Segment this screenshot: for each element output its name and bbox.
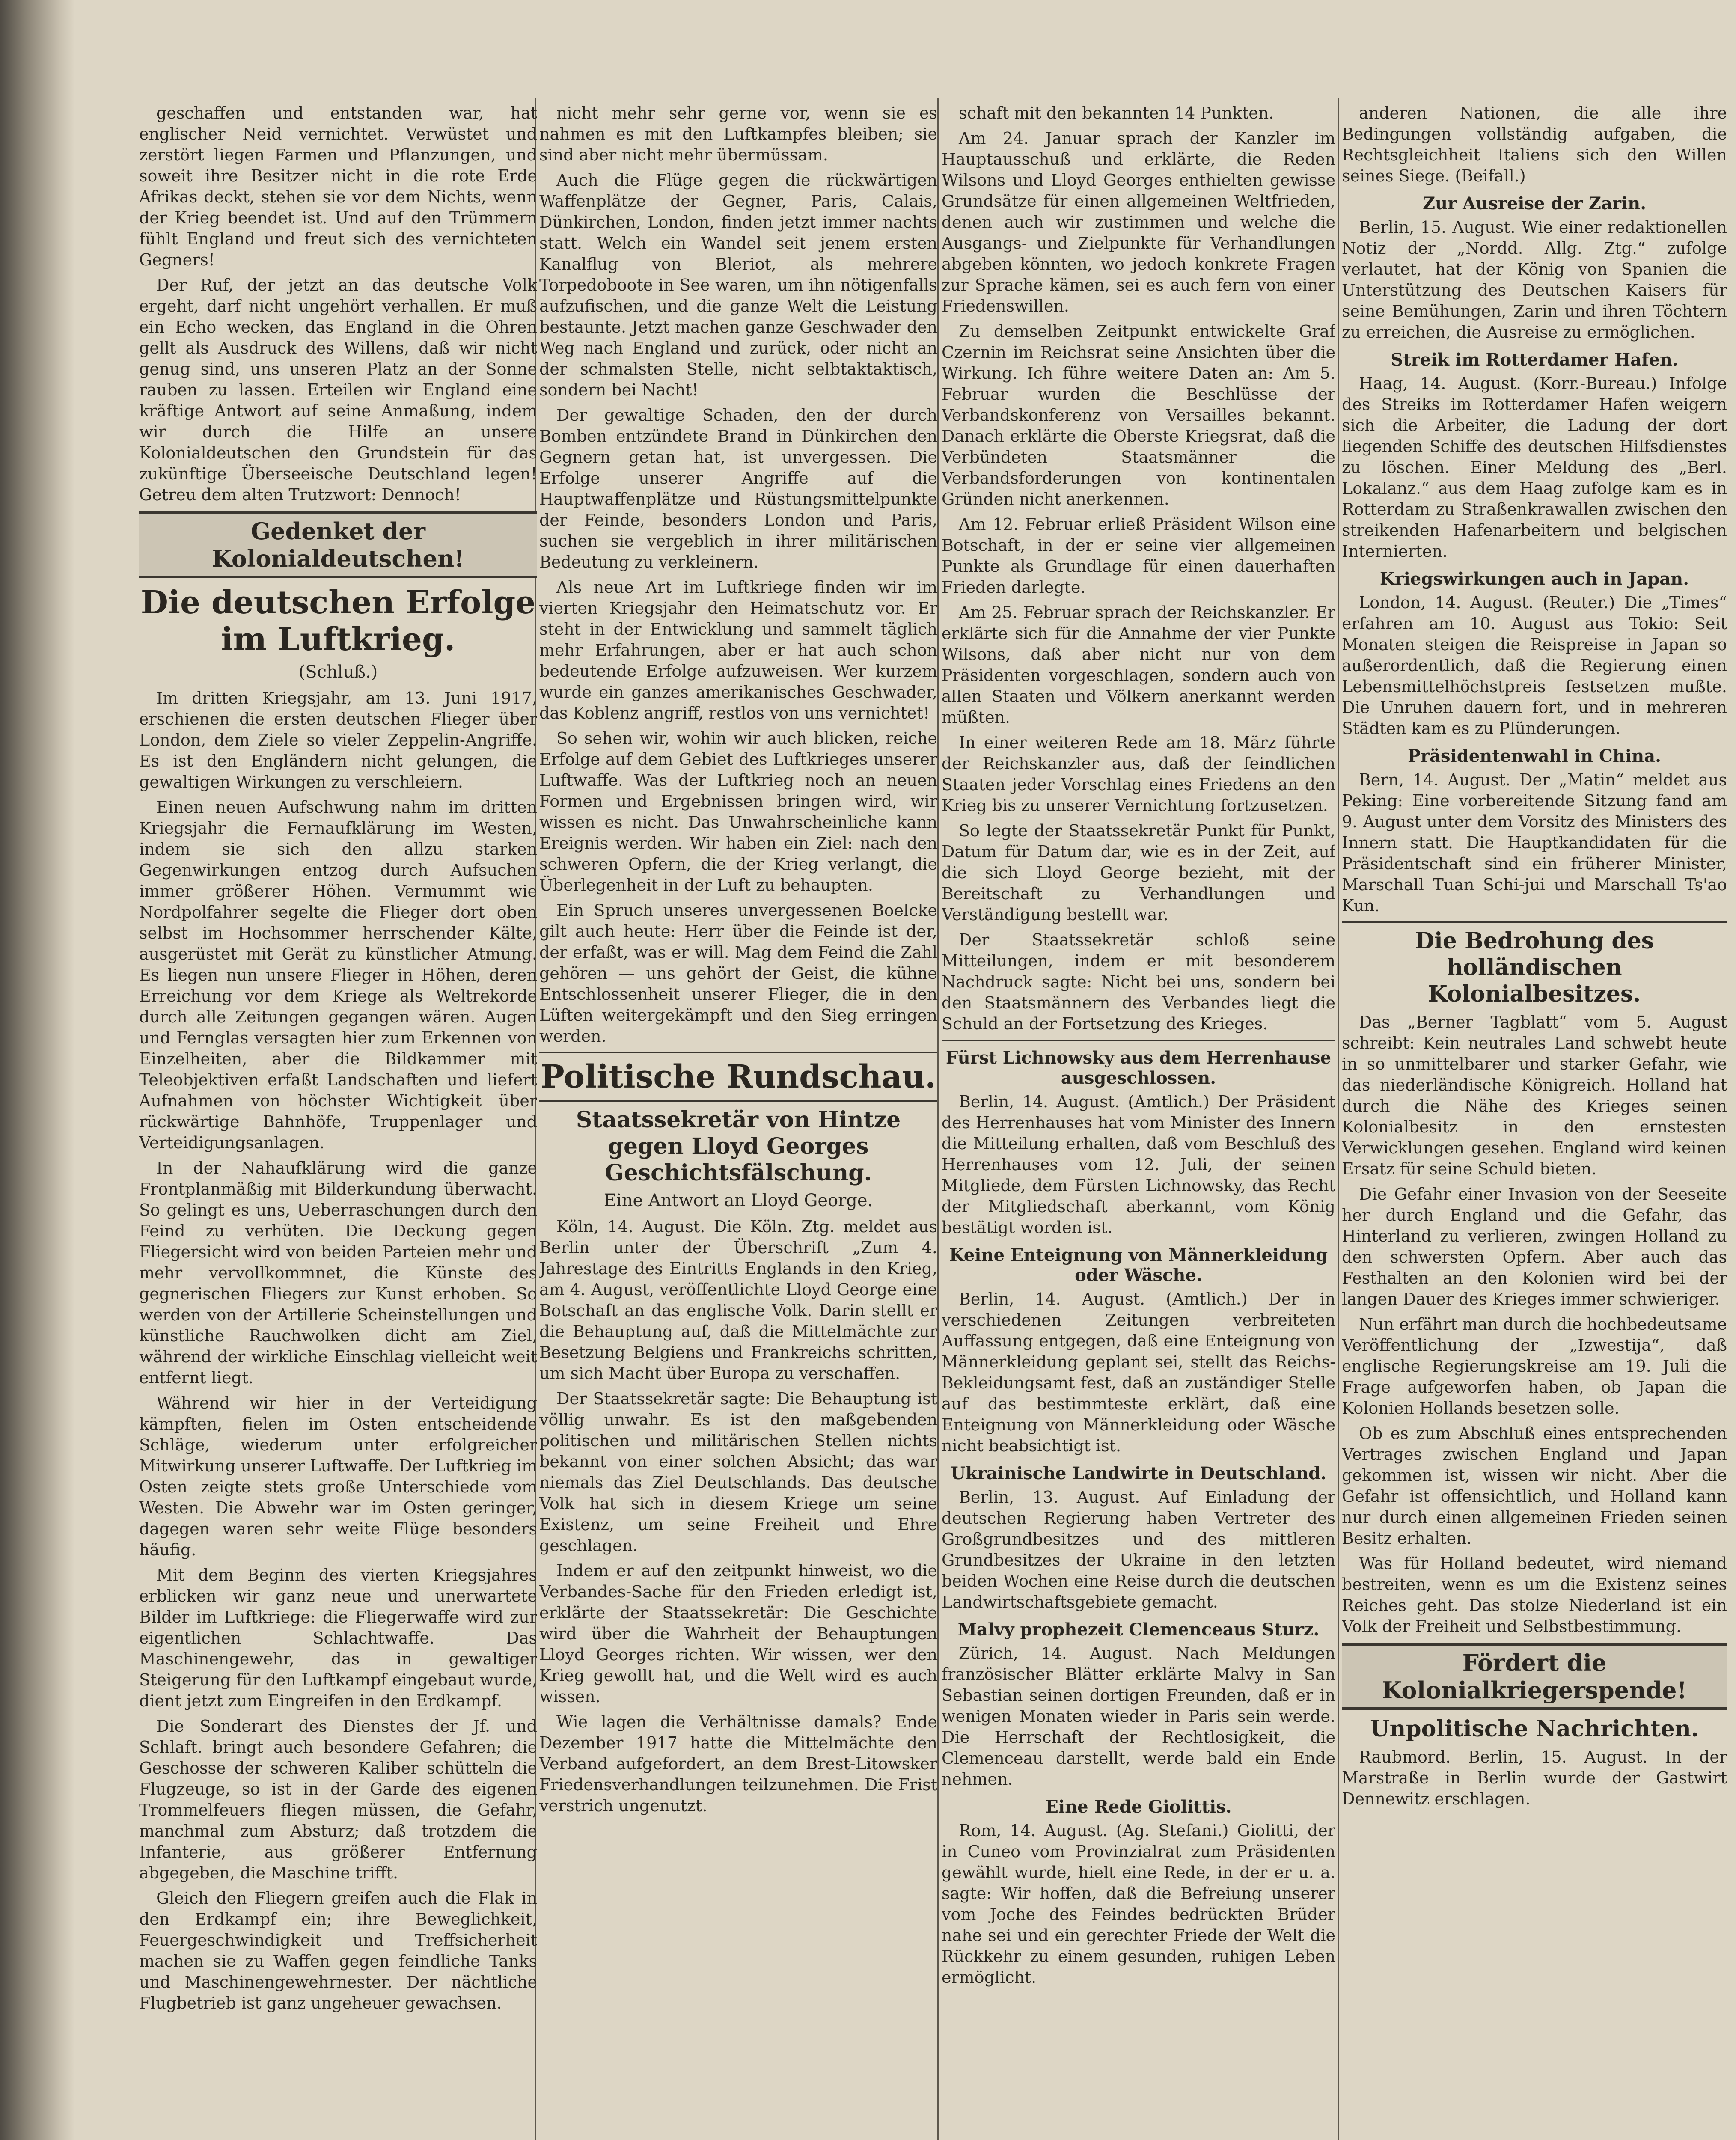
news-headline: Kriegswirkungen auch in Japan. xyxy=(1379,569,1689,589)
column-rule xyxy=(937,98,939,2140)
section-title: Politische Rundschau. xyxy=(541,1058,936,1095)
article-paragraph: Zu demselben Zeitpunkt entwickelte Graf Czernin im Reichsrat seine Ansichten über die Wirkung. Ich führe weitere Daten an: Am 5. Februar wurden die Beschlüsse der Verbandskonferenz von Versailles bekannt. Danach erklärte die Oberste Kriegsrat, daß die Verbündeten Staatsmänner die Verbandsforderungen von kontinentalen Gründen nicht anerkennen. xyxy=(942,322,1335,508)
appeal-banner: Gedenket der Kolonialdeutschen! xyxy=(139,511,537,578)
article-paragraph: Im dritten Kriegsjahr, am 13. Juni 1917, erschienen die ersten deutschen Flieger über London, dem Ziele so vieler Zeppelin-Angriffe. Es ist den Engländern nicht gelungen, die gewaltigen Wirkungen zu verschleiern. xyxy=(139,689,537,791)
article-paragraph: Gleich den Fliegern greifen auch die Flak in den Erdkampf ein; ihre Beweglichkeit, Feuergeschwindigkeit und Treffsicherheit machen sie zu Waffen gegen feindliche Tanks und Maschinengewehrnester. Der nächtliche Flugbetrieb ist ganz ungeheuer gewachsen. xyxy=(139,1889,537,2012)
article-note: (Schluß.) xyxy=(298,662,378,682)
news-headline: Ukrainische Landwirte in Deutschland. xyxy=(951,1463,1326,1483)
article-paragraph: Die Sonderart des Dienstes der Jf. und Schlaft. bringt auch besondere Gefahren; die Geschosse der schweren Kaliber schütteln die Flugzeuge, so ist in der Garde des eigenen Trommelfeuers fliegen müssen, die Gefahr, manchmal zum Absturz; daß trotzdem die Infanterie, aus größerer Entfernung abgegeben, die Maschine trifft. xyxy=(139,1717,537,1882)
article-paragraph: In einer weiteren Rede am 18. März führte der Reichskanzler aus, daß der feindlichen Staaten jeder Vorschlag eines Friedens an den Krieg bis zu unserer Vernichtung fortzusetzen. xyxy=(942,733,1335,815)
article-paragraph: Ob es zum Abschluß eines entsprechenden Vertrages zwischen England und Japan gekommen ist, wissen wir nicht. Aber die Gefahr ist offensichtlich, und Holland kann nur durch einen allgemeinen Frieden seinen Besitz erhalten. xyxy=(1342,1424,1727,1548)
article-paragraph: Ein Spruch unseres unvergessenen Boelcke gilt auch heute: Herr über die Feinde ist der, der erfaßt, was er will. Mag dem Feind die Zahl gehören — uns gehört der Geist, die kühne Entschlossenheit unserer Flieger, die in den Lüften weitergekämpft und den Sieg erringen werden. xyxy=(539,901,937,1046)
article-paragraph: Haag, 14. August. (Korr.-Bureau.) Infolge des Streiks im Rotterdamer Hafen weigern sich die Arbeiter, die Ladung der dort liegenden Schiffe des deutschen Hilfsdienstes zu löschen. Einer Meldung des „Berl. Lokalanz.“ aus dem Haag zufolge kam es in Rotterdam zu Straßenkrawallen zwischen den streikenden Hafenarbeitern und belgischen Internierten. xyxy=(1342,374,1727,561)
article-paragraph: So sehen wir, wohin wir auch blicken, reiche Erfolge auf dem Gebiet des Luftkrieges unserer Luftwaffe. Was der Luftkrieg noch an neuen Formen und Ergebnissen bringen wird, wir wissen es nicht. Das Unwahrscheinliche kann Ereignis werden. Wir haben ein Ziel: nach den schweren Opfern, die der Krieg verlangt, die Überlegenheit in der Luft zu behaupten. xyxy=(539,729,937,895)
article-subline: Eine Antwort an Lloyd George. xyxy=(603,1191,873,1210)
article-paragraph: Einen neuen Aufschwung nahm im dritten Kriegsjahr die Fernaufklärung im Westen, indem sie sich den allzu starken Gegenwirkungen entzog durch Aufsuchen immer größerer Höhen. Vermummt wie Nordpolfahrer segelte die Flieger dort oben selbst im Hochsommer herrschender Kälte, ausgerüstet mit Gerät zu künstlicher Atmung. Es liegen nun unsere Flieger in Höhen, deren Erreichung vor dem Kriege als Weltrekorde durch alle Zeitungen gegangen wären. Augen und Fernglas versagten hier zum Erkennen von Einzelheiten, aber die Bildkammer mit Teleobjektiven erfaßt Landschaften und liefert Aufnahmen von höchster Wichtigkeit über rückwärtige Bahnhöfe, Truppenlager und Verteidigungsanlagen. xyxy=(139,798,537,1152)
article-paragraph: Am 25. Februar sprach der Reichskanzler. Er erklärte sich für die Annahme der vier Punkte Wilsons, daß aber nicht nur von dem Präsidenten vorgeschlagen, sondern auch von allen Staaten und Völkern anerkannt werden müßten. xyxy=(942,603,1335,727)
article-paragraph: nicht mehr sehr gerne vor, wenn sie es nahmen es mit den Luftkampfes bleiben; sie sind aber nicht mehr übermüssam. xyxy=(539,104,937,164)
section-divider xyxy=(942,1040,1335,1041)
column-1 xyxy=(139,103,537,2140)
article-paragraph: Was für Holland bedeutet, wird niemand bestreiten, wenn es um die Existenz seines Reiches geht. Das stolze Niederland ist ein Volk der Freiheit und Selbstbestimmung. xyxy=(1342,1554,1727,1636)
book-spine-shadow xyxy=(0,0,75,2140)
news-headline: Präsidentenwahl in China. xyxy=(1407,746,1662,766)
article-paragraph: Köln, 14. August. Die Köln. Ztg. meldet aus Berlin unter der Überschrift „Zum 4. Jahrestage des Eintritts Englands in den Krieg, am 4. August, veröffentlichte Lloyd George eine Botschaft an das englische Volk. Darin stellt er die Behauptung auf, daß die Mittelmächte zur Besetzung Belgiens und Frankreichs schritten, um sich Macht über Europa zu verschaffen. xyxy=(539,1217,937,1383)
article-paragraph: Berlin, 14. August. (Amtlich.) Der Präsident des Herrenhauses hat vom Minister des Innern die Mitteilung erhalten, daß vom Beschluß des Herrenhauses vom 12. Juli, der seinen Mitgliede, dem Fürsten Lichnowsky, das Recht der Mitgliedschaft aberkannt, vom König bestätigt worden ist. xyxy=(942,1092,1335,1237)
article-paragraph: Der Staatssekretär sagte: Die Behauptung ist völlig unwahr. Es ist den maßgebenden politischen und militärischen Stellen nichts bekannt von einer solchen Absicht; das war niemals das Ziel Deutschlands. Das deutsche Volk hat sich in diesem Kriege um seine Existenz, um seine Freiheit und Ehre geschlagen. xyxy=(539,1389,937,1555)
article-paragraph: Raubmord. Berlin, 15. August. In der Marstraße in Berlin wurde der Gastwirt Dennewitz erschlagen. xyxy=(1342,1748,1727,1808)
news-headline: Zur Ausreise der Zarin. xyxy=(1422,193,1647,214)
news-headline: Eine Rede Giolittis. xyxy=(1045,1797,1232,1817)
news-headline: Malvy prophezeit Clemenceaus Sturz. xyxy=(957,1620,1320,1640)
article-paragraph: Zürich, 14. August. Nach Meldungen französischer Blätter erklärte Malvy in San Sebastian seinen dortigen Freunden, daß er in wenigen Monaten wieder in Paris sein werde. Die Herrschaft der Rechtlosigkeit, die Clemenceau darstellt, werde bald ein Ende nehmen. xyxy=(942,1644,1335,1789)
column-rule xyxy=(1338,98,1339,2140)
column-2 xyxy=(539,103,937,2140)
article-paragraph: Nun erfährt man durch die hochbedeutsame Veröffentlichung der „Izwestija“, daß englische Regierungskreise am 19. Juli die Frage aufgeworfen haben, ob Japan die Kolonien Hollands besetzen solle. xyxy=(1342,1315,1727,1418)
article-paragraph: anderen Nationen, die alle ihre Bedingungen vollständig aufgaben, die Rechtsgleichheit Italiens sich den Willen seines Siege. (Beifall.) xyxy=(1342,104,1727,185)
article-paragraph: Rom, 14. August. (Ag. Stefani.) Giolitti, der in Cuneo vom Provinzialrat zum Präsidenten gewählt wurde, hielt eine Rede, in der er u. a. sagte: Wir hoffen, daß die Befreiung unserer vom Joche des Feindes bedrückten Brüder nahe sei und ein gerechter Friede der Welt die Rückkehr zu einem gesunden, ruhigen Leben ermöglicht. xyxy=(942,1821,1335,1987)
article-paragraph: Die Gefahr einer Invasion von der Seeseite her durch England und die Gefahr, das Hinterland zu verlieren, zwingen Holland zu den schwersten Opfern. Aber auch das Festhalten an den Kolonien wird bei der langen Dauer des Krieges immer schwieriger. xyxy=(1342,1185,1727,1308)
article-title: Die Bedrohung des holländischen Kolonialbesitzes. xyxy=(1415,928,1654,1007)
article-paragraph: Auch die Flüge gegen die rückwärtigen Waffenplätze der Gegner, Paris, Calais, Dünkirchen, London, finden jetzt immer nachts statt. Welch ein Wandel seit jenem ersten Kanalflug von Bleriot, als mehrere Torpedoboote in See waren, um ihn nötigenfalls aufzufischen, und die ganze Welt die Leistung bestaunte. Jetzt machen ganze Geschwader den Weg nach England und zurück, oder nicht an der schmalsten Stelle, nicht selbtaktaktisch, sondern bei Nacht! xyxy=(539,171,937,399)
article-paragraph: schaft mit den bekannten 14 Punkten. xyxy=(959,104,1274,122)
section-divider xyxy=(539,1052,937,1053)
article-paragraph: Mit dem Beginn des vierten Kriegsjahres erblicken wir ganz neue und unerwartete Bilder im Luftkriege: die Fliegerwaffe wird zur eigentlichen Schlachtwaffe. Das Maschinengewehr, das in gewaltiger Steigerung für den Luftkampf eingebaut wurde, dient jetzt zum Eingreifen in den Erdkampf. xyxy=(139,1566,537,1710)
column-3 xyxy=(942,103,1335,2140)
article-paragraph: London, 14. August. (Reuter.) Die „Times“ erfahren am 10. August aus Tokio: Seit Monaten steigen die Reispreise in Japan so außerordentlich, daß die Regierung einen Lebensmittelhöchstpreis festsetzen mußte. Die Unruhen dauern fort, und in mehreren Städten kam es zu Plünderungen. xyxy=(1342,593,1727,738)
article-paragraph: Als neue Art im Luftkriege finden wir im vierten Kriegsjahr den Heimatschutz vor. Er steht in der Entwicklung und sammelt täglich mehr Erfahrungen, aber er hat auch schon bedeutende Erfolge aufzuweisen. Wer kurzem wurde ein ganzes amerikanisches Geschwader, das Koblenz angriff, restlos von uns vernichtet! xyxy=(539,578,937,722)
article-paragraph: Während wir hier in der Verteidigung kämpften, fielen im Osten entscheidende Schläge, wiederum unter erfolgreicher Mitwirkung unserer Luftwaffe. Der Luftkrieg im Osten zeigte stets große Unterschiede vom Westen. Die Abwehr war im Osten geringer, dagegen waren sehr weite Flüge besonders häufig. xyxy=(139,1394,537,1559)
article-paragraph: Am 12. Februar erließ Präsident Wilson eine Botschaft, in der er seine vier allgemeinen Punkte als Grundlage für einen dauerhaften Frieden darlegte. xyxy=(942,515,1335,597)
intro-paragraph: geschaffen und entstanden war, hat englischer Neid vernichtet. Verwüstet und zerstört liegen Farmen und Pflanzungen, und soweit ihre Besitzer nicht in die rote Erde Afrikas deckt, stehen sie vor dem Nichts, wenn der Krieg beendet ist. Und auf den Trümmern fühlt England und freut sich des vernichteten Gegners! xyxy=(139,104,537,269)
section-divider xyxy=(1342,921,1727,923)
appeal-paragraph: Der Ruf, der jetzt an das deutsche Volk ergeht, darf nicht ungehört verhallen. Er muß ein Echo wecken, das England in die Ohren gellt als Ausdruck des Willens, daß wir nicht genug sind, uns unseren Platz an der Sonne rauben zu lassen. Erteilen wir England eine kräftige Antwort auf seine Anmaßung, indem wir durch die Hilfe an unsere Kolonialdeutschen den Grundstein für das zukünftige Überseeische Deutschland legen! Getreu dem alten Trutzwort: Dennoch! xyxy=(139,276,537,504)
article-paragraph: Wie lagen die Verhältnisse damals? Ende Dezember 1917 hatte die Mittelmächte den Verband aufgefordert, an dem Brest-Litowsker Friedensverhandlungen teilzunehmen. Die Frist verstrich ungenutzt. xyxy=(539,1712,937,1815)
article-paragraph: Berlin, 15. August. Wie einer redaktionellen Notiz der „Nordd. Allg. Ztg.“ zufolge verlautet, hat der König von Spanien die Unterstützung des Deutschen Kaisers für seine Bemühungen, Zarin und ihren Töchtern zu erreichen, die Ausreise zu ermöglichen. xyxy=(1342,218,1727,342)
article-paragraph: In der Nahaufklärung wird die ganze Frontplanmäßig mit Bilderkundung überwacht. So gelingt es uns, Ueberraschungen durch den Feind zu verhüten. Die Deckung gegen Fliegersicht wird von beiden Parteien mehr und mehr vervollkommnet, die Künste des gegnerischen Fliegers zur Kunst erhoben. So werden von der Artillerie Scheinstellungen und künstliche Rauchwolken dicht am Ziel, während der wirkliche Einschlag vielleicht weit entfernt liegt. xyxy=(139,1159,537,1387)
article-paragraph: Der gewaltige Schaden, den der durch Bomben entzündete Brand in Dünkirchen den Gegnern getan hat, ist unvergessen. Die Erfolge unserer Angriffe auf die Hauptwaffenplätze und Rüstungsmittelpunkte der Feinde, besonders London und Paris, suchen sie vergeblich in ihrer militärischen Bedeutung zu verkleinern. xyxy=(539,406,937,571)
article-paragraph: Bern, 14. August. Der „Matin“ meldet aus Peking: Eine vorbereitende Sitzung fand am 9. August unter dem Vorsitz des Ministers des Innern statt. Die Hauptkandidaten für die Präsidentschaft sind ein früherer Minister, Marschall Tuan Schi-jui und Marschall Ts'ao Kun. xyxy=(1342,770,1727,915)
section-divider xyxy=(539,1100,937,1102)
article-title: Die deutschen Erfolge im Luftkrieg. xyxy=(140,584,536,658)
article-paragraph: So legte der Staatssekretär Punkt für Punkt, Datum für Datum dar, wie es in der Zeit, auf die sich Lloyd George bezieht, mit der Bereitschaft zu Verhandlungen und Verständigung bestellt war. xyxy=(942,821,1335,924)
article-paragraph: Das „Berner Tagblatt“ vom 5. August schreibt: Kein neutrales Land schwebt heute in so unmittelbarer und starker Gefahr, wie das niederländische Königreich. Holland hat durch die Nähe des Krieges seinen Kolonialbesitz in den ernstesten Verwicklungen gesehen. England wird keinen Ersatz für seine Schuld bieten. xyxy=(1342,1013,1727,1178)
news-headline: Streik im Rotterdamer Hafen. xyxy=(1391,350,1678,370)
article-paragraph: Der Staatssekretär schloß seine Mitteilungen, indem er mit besonderem Nachdruck sagte: Nicht bei uns, sondern bei den Staatsmännern des Verbandes liegt die Schuld an der Fortsetzung des Krieges. xyxy=(942,930,1335,1033)
article-headline: Staatssekretär von Hintze gegen Lloyd Georges Geschichtsfälschung. xyxy=(576,1107,901,1186)
column-4 xyxy=(1342,103,1727,2140)
news-headline: Fürst Lichnowsky aus dem Herrenhause ausgeschlossen. xyxy=(945,1048,1332,1088)
article-paragraph: Am 24. Januar sprach der Kanzler im Hauptausschuß und erklärte, die Reden Wilsons und Lloyd Georges enthielten gewisse Grundsätze für einen allgemeinen Weltfrieden, denen auch wir zustimmen und welche die Ausgangs- und Zielpunkte für Verhandlungen abgeben könnten, wo jedoch konkrete Fragen zur Sprache kämen, sei es auch fern von einer Friedenswillen. xyxy=(942,129,1335,315)
appeal-banner: Fördert die Kolonialkriegerspende! xyxy=(1342,1643,1727,1710)
article-paragraph: Berlin, 14. August. (Amtlich.) Der in verschiedenen Zeitungen verbreiteten Auffassung entgegen, daß eine Enteignung von Männerkleidung geplant sei, stellt das Reichs-Bekleidungsamt fest, daß an zuständiger Stelle auf das bestimmteste erklärt, daß eine Enteignung von Männerkleidung oder Wäsche nicht beabsichtigt ist. xyxy=(942,1290,1335,1455)
section-title: Unpolitische Nachrichten. xyxy=(1370,1716,1699,1742)
article-paragraph: Indem er auf den zeitpunkt hinweist, wo die Verbandes-Sache für den Frieden erledigt ist, erklärte der Staatssekretär: Die Geschichte wird über die Wahrheit der Behauptungen Lloyd Georges richten. Wir wissen, wer den Krieg gewollt hat, und die Welt wird es auch wissen. xyxy=(539,1561,937,1706)
article-paragraph: Berlin, 13. August. Auf Einladung der deutschen Regierung haben Vertreter des Großgrundbesitzes und des mittleren Grundbesitzes der Ukraine in den letzten beiden Wochen eine Reise durch die deutschen Landwirtschaftsgebiete gemacht. xyxy=(942,1488,1335,1611)
news-headline: Keine Enteignung von Männerkleidung oder Wäsche. xyxy=(949,1245,1328,1285)
